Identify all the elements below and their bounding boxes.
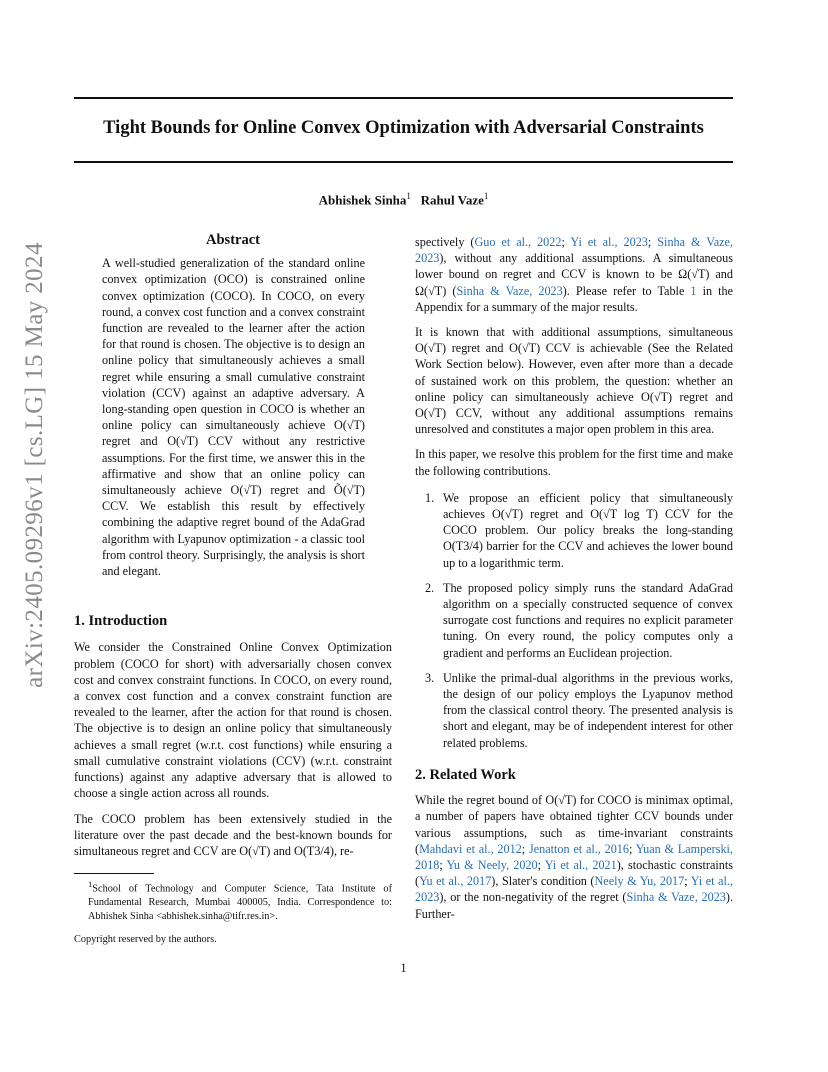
related-work-paragraph: While the regret bound of O(√T) for COCO is minimax optimal, a number of papers have obtained tighter CCV bounds under various assumptions, such as time-invariant constraints (Mahdavi et al., 2012; Jenatton et al., 2016; Yuan & Lamperski, 2018; Yu & Neely, 2020; Yi et al., 2021), stochastic constraints (Yu et al., 2017), Slater's condition (Neely & Yu, 2017; Yi et al., 2023), or the non-negativity of the regret (Sinha & Vaze, 2023). Further- xyxy=(415,793,734,921)
author-list xyxy=(74,191,733,208)
abstract-heading: Abstract xyxy=(206,232,260,248)
paper-title: Tight Bounds for Online Convex Optimization with Adversarial Constraints xyxy=(103,118,704,138)
right-column xyxy=(415,234,733,922)
contribution-item xyxy=(417,490,733,571)
table-reference-link[interactable]: 1 xyxy=(690,283,697,298)
citation-link[interactable]: Yuan & Lamperski, 2018 xyxy=(415,841,733,872)
contribution-item xyxy=(417,580,733,661)
contribution-text: The proposed policy simply runs the standard AdaGrad algorithm on a specially constructed sequence of convex surrogate cost functions and requires no explicit parameter tuning. On every round, the policy computes only a gradient and performs an Euclidean projection. xyxy=(443,580,733,660)
citation-link[interactable]: Neely & Yu, 2017 xyxy=(594,874,685,889)
citation-link[interactable]: Sinha & Vaze, 2023 xyxy=(626,890,726,905)
list-number: 3. xyxy=(425,670,435,685)
affiliation-mark: 1 xyxy=(483,191,489,201)
citation-link[interactable]: Yi et al., 2023 xyxy=(415,874,734,905)
citation-link[interactable]: Guo et al., 2022 xyxy=(474,235,562,249)
footnote-rule xyxy=(74,873,154,874)
left-column xyxy=(74,232,392,947)
citation-link[interactable]: Yu & Neely, 2020 xyxy=(446,857,538,872)
citation-link[interactable]: Mahdavi et al., 2012 xyxy=(419,841,522,856)
page-number: 1 xyxy=(400,961,407,975)
title-rule-top xyxy=(74,97,733,99)
citation-link[interactable]: Yi et al., 2023 xyxy=(570,235,648,249)
author-name: Rahul Vaze xyxy=(420,192,484,208)
arxiv-identifier xyxy=(20,242,50,688)
title-rule-bottom xyxy=(74,161,733,163)
citation-link[interactable]: Yi et al., 2021 xyxy=(544,857,617,872)
affiliation-mark: 1 xyxy=(406,191,411,201)
body-paragraph: It is known that with additional assumptions, simultaneous O(√T) regret and O(√T) CCV is achievable (See the Related Work Section below). However, even after more than a decade of sustained work on this problem, the question: whether an online policy can simultaneously achieve O(√T) regret and O(√T) CCV, without any additional assumptions remains unresolved and constitutes a major open problem in this area. xyxy=(415,325,733,437)
contribution-item xyxy=(417,670,733,751)
arxiv-stamp-text: arXiv:2405.09296v1 [cs.LG] 15 May 2024 xyxy=(21,242,48,688)
list-number: 2. xyxy=(425,580,435,595)
author-name: Abhishek Sinha xyxy=(318,192,407,208)
citation-link[interactable]: Yu et al., 2017 xyxy=(419,874,492,889)
contributions-list xyxy=(417,490,733,751)
citation-link[interactable]: Sinha & Vaze, 2023 xyxy=(415,235,733,266)
footnote-text: School of Technology and Computer Science, Tata Institute of Fundamental Research, Mumbai 400005, India. Correspondence to: Abhishek Sinha <abhishek.sinha@tifr.res.in>. xyxy=(88,883,392,922)
contribution-text: We propose an efficient policy that simultaneously achieves O(√T) regret and O(√T log T) CCV for the COCO problem. Our policy breaks the long-standing O(T3/4) barrier for the CCV and achieves the lower bound up to a logarithmic term. xyxy=(443,490,733,570)
citation-link[interactable]: Sinha & Vaze, 2023 xyxy=(456,283,563,298)
intro-paragraph: The COCO problem has been extensively studied in the literature over the past decade and the best-known bounds for simultaneous regret and CCV are O(√T) and O(T3/4), re- xyxy=(74,811,392,858)
intro-heading: 1. Introduction xyxy=(74,613,168,630)
intro-continuation: spectively (Guo et al., 2022; Yi et al., 2023; Sinha & Vaze, 2023), without any additional assumptions. A simultaneous lower bound on regret and CCV is known to be Ω(√T) and Ω(√T) (Sinha & Vaze, 2023). Please refer to Table 1 in the Appendix for a summary of the major results. xyxy=(415,235,734,314)
citation-link[interactable]: Jenatton et al., 2016 xyxy=(528,841,629,856)
footnote-mark: 1 xyxy=(88,879,93,890)
contribution-text: Unlike the primal-dual algorithms in the previous works, the design of our policy employs the Lyapunov method from the classical control theory. The presented analysis is short and elegant, may be of independent interest for other related problems. xyxy=(443,670,733,750)
affiliation-footnote xyxy=(74,878,392,923)
copyright-note: Copyright reserved by the authors. xyxy=(74,934,217,946)
abstract-text: A well-studied generalization of the standard online convex optimization (OCO) is constrained online convex optimization (COCO). In COCO, on every round, a convex cost function and a convex constraint function are revealed to the learner after the action for that round is chosen. The objective is to design an online policy that simultaneously achieves a small regret while ensuring a small cumulative constraint violation (CCV) against an adaptive adversary. A long-standing open question in COCO is whether an online policy can simultaneously achieve O(√T) regret and O(√T) CCV without any restrictive assumptions. For the first time, we answer this in the affirmative and show that an online policy can simultaneously achieve O(√T) regret and Õ(√T) CCV. We establish this result by effectively combining the adaptive regret bound of the AdaGrad algorithm with Lyapunov optimization - a classic tool from control theory. Surprisingly, the analysis is short and elegant. xyxy=(102,256,365,579)
body-paragraph: In this paper, we resolve this problem for the first time and make the following contributions. xyxy=(415,447,733,478)
list-number: 1. xyxy=(425,490,435,505)
related-work-heading: 2. Related Work xyxy=(415,766,516,783)
intro-paragraph: We consider the Constrained Online Convex Optimization problem (COCO for short) with adversarially chosen convex cost and convex constraint functions. In COCO, on every round, a convex cost function and a convex constraint function are revealed to the learner, after the action for that round is chosen. The objective is to design an online policy that simultaneously achieves a small regret (w.r.t. cost functions) while ensuring a small cumulative constraint violations (CCV) (w.r.t. constraint functions) against any adaptive adversary that is allowed to choose a single action across all rounds. xyxy=(74,640,392,801)
